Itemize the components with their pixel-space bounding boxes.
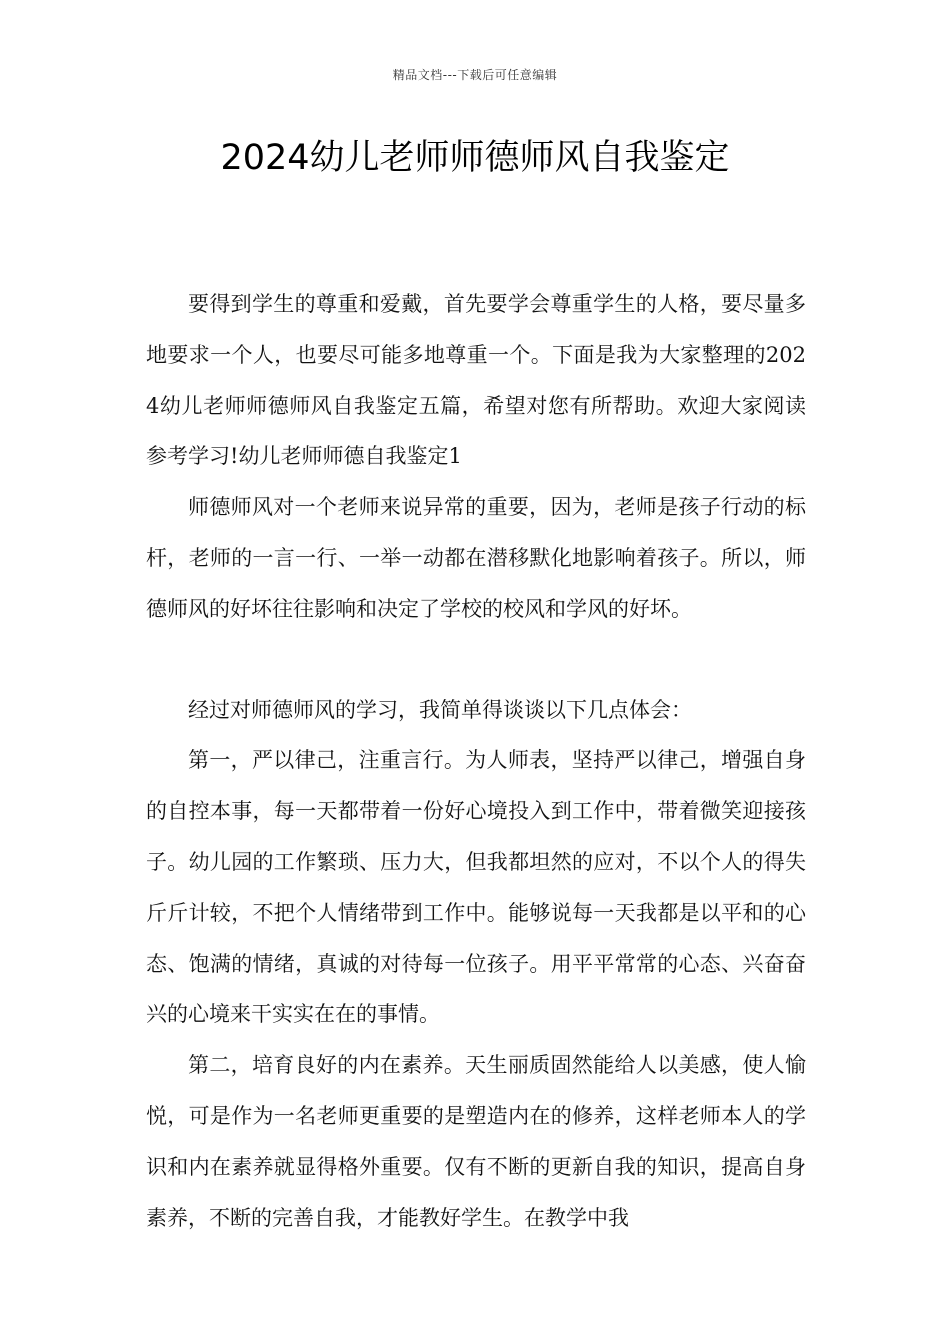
paragraph-point-two: 第二，培育良好的内在素养。天生丽质固然能给人以美感，使人愉悦，可是作为一名老师更重要的是塑造内在的修养，这样老师本人的学识和内在素养就显得格外重要。仅有不断的更新自我的知识，提高自身素养，不断的完善自我，才能教好学生。在教学中我	[146, 1053, 806, 1230]
paragraph-lead-in: 经过对师德师风的学习，我简单得谈谈以下几点体会：	[188, 697, 692, 722]
paragraph-importance: 师德师风对一个老师来说异常的重要，因为，老师是孩子行动的标杆，老师的一言一行、一举一动都在潜移默化地影响着孩子。所以，师德师风的好坏往往影响和决定了学校的校风和学风的好坏。	[146, 495, 806, 621]
document-title: 2024幼儿老师师德师风自我鉴定	[220, 138, 730, 178]
header-note: 精品文档---下载后可任意编辑	[392, 68, 558, 82]
paragraph-point-one: 第一，严以律己，注重言行。为人师表，坚持严以律己，增强自身的自控本事，每一天都带着一份好心境投入到工作中，带着微笑迎接孩子。幼儿园的工作繁琐、压力大，但我都坦然的应对，不以个人的得失斤斤计较，不把个人情绪带到工作中。能够说每一天我都是以平和的心态、饱满的情绪，真诚的对待每一位孩子。用平平常常的心态、兴奋奋兴的心境来干实实在在的事情。	[146, 748, 806, 1027]
document-body	[146, 279, 806, 1243]
paragraph-intro: 要得到学生的尊重和爱戴，首先要学会尊重学生的人格，要尽量多地要求一个人，也要尽可能多地尊重一个。下面是我为大家整理的2024幼儿老师师德师风自我鉴定五篇，希望对您有所帮助。欢迎大家阅读参考学习!幼儿老师师德自我鉴定1	[146, 292, 806, 469]
